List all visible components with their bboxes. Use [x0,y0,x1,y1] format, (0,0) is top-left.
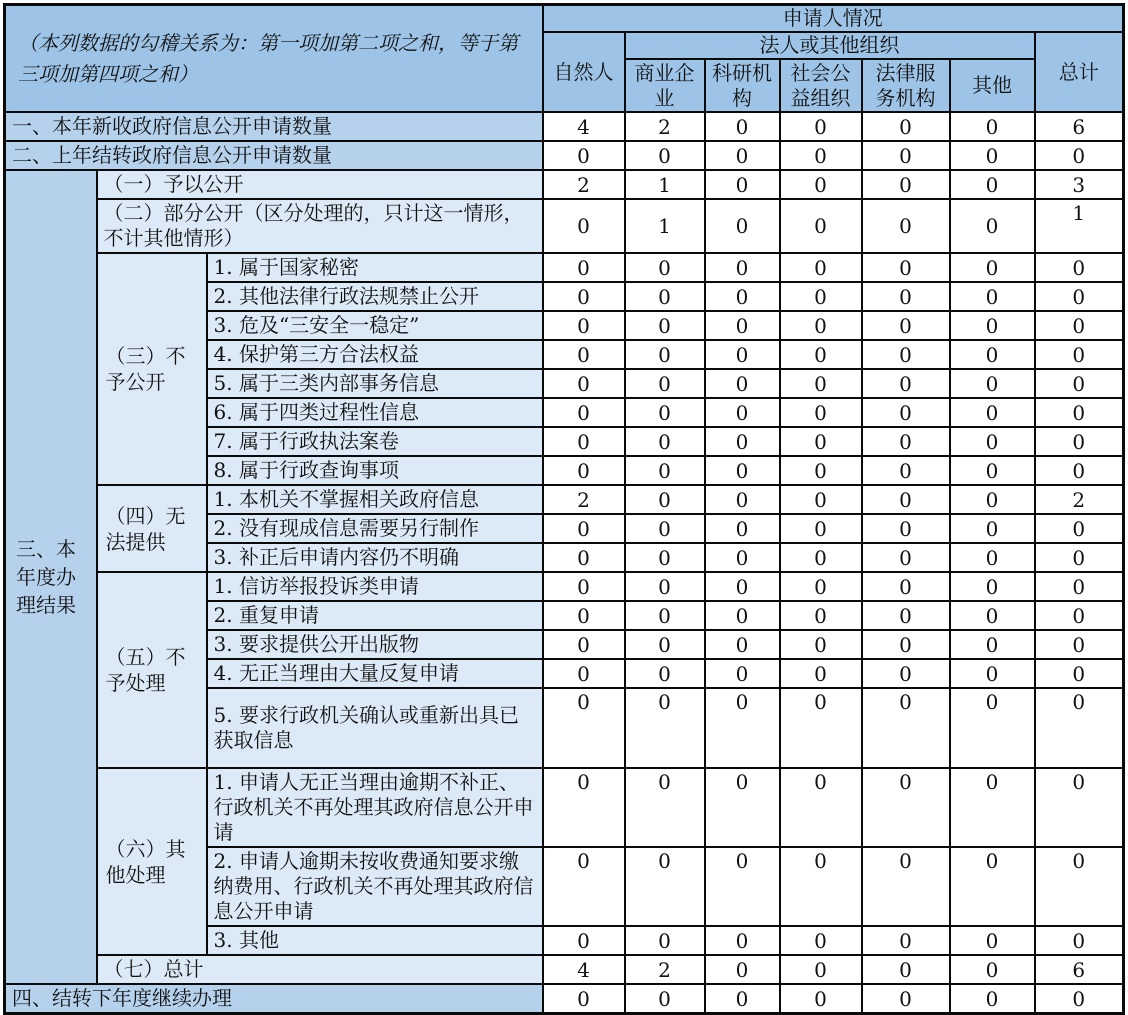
value-cell: 0 [705,369,780,398]
header-col-legal-service: 法律服务机构 [862,59,950,112]
value-cell: 0 [780,141,862,170]
value-cell: 0 [862,170,950,199]
item-label: 2. 申请人逾期未按收费通知要求缴纳费用、行政机关不再处理其政府信息公开申请 [207,847,543,926]
value-cell: 0 [625,398,705,427]
value-cell: 0 [625,847,705,926]
value-cell: 0 [625,141,705,170]
value-cell: 0 [625,543,705,572]
value-cell: 0 [543,601,625,630]
value-cell: 0 [950,630,1035,659]
value-cell: 0 [705,311,780,340]
item-label: 4. 保护第三方合法权益 [207,340,543,369]
value-cell: 0 [780,253,862,282]
value-cell: 0 [780,282,862,311]
value-cell: 0 [625,630,705,659]
value-cell: 0 [705,659,780,688]
header-col-research: 科研机构 [705,59,780,112]
value-cell: 0 [780,398,862,427]
item-label: 8. 属于行政查询事项 [207,456,543,485]
value-cell: 0 [625,485,705,514]
value-cell: 0 [862,543,950,572]
value-cell: 0 [543,427,625,456]
value-cell: 1 [1035,199,1124,253]
value-cell: 0 [780,630,862,659]
value-cell: 0 [543,311,625,340]
value-cell: 0 [543,926,625,955]
category-label: （六）其他处理 [97,768,207,955]
value-cell: 0 [862,572,950,601]
value-cell: 0 [780,485,862,514]
value-cell: 0 [862,768,950,847]
value-cell: 0 [862,514,950,543]
table-row [5,955,1124,984]
value-cell: 0 [705,926,780,955]
value-cell: 0 [950,984,1035,1014]
value-cell: 0 [780,369,862,398]
value-cell: 0 [780,543,862,572]
value-cell: 0 [1035,847,1124,926]
value-cell: 0 [1035,427,1124,456]
value-cell: 0 [625,768,705,847]
value-cell: 2 [543,485,625,514]
value-cell: 0 [705,112,780,141]
value-cell: 0 [1035,659,1124,688]
header-col-commercial: 商业企业 [625,59,705,112]
table-row [5,253,1124,282]
value-cell: 0 [543,199,625,253]
value-cell: 0 [625,659,705,688]
item-label: 3. 补正后申请内容仍不明确 [207,543,543,572]
value-cell: 0 [780,199,862,253]
value-cell: 0 [543,847,625,926]
value-cell: 2 [625,955,705,984]
table-row [5,768,1124,847]
value-cell: 0 [862,311,950,340]
value-cell: 0 [705,340,780,369]
page [0,3,1128,1015]
value-cell: 0 [543,456,625,485]
value-cell: 0 [1035,456,1124,485]
value-cell: 0 [862,369,950,398]
item-label: 1. 申请人无正当理由逾期不补正、行政机关不再处理其政府信息公开申请 [207,768,543,847]
header-legal-group: 法人或其他组织 [625,32,1035,59]
value-cell: 0 [950,601,1035,630]
value-cell: 0 [780,427,862,456]
header-col-natural-person: 自然人 [543,32,625,112]
value-cell: 0 [950,427,1035,456]
value-cell: 0 [862,630,950,659]
value-cell: 0 [625,311,705,340]
value-cell: 2 [625,112,705,141]
value-cell: 0 [1035,514,1124,543]
header-col-public-welfare: 社会公益组织 [780,59,862,112]
value-cell: 0 [780,572,862,601]
value-cell: 0 [950,659,1035,688]
value-cell: 0 [543,253,625,282]
value-cell: 0 [780,955,862,984]
value-cell: 0 [705,630,780,659]
item-label: 3. 其他 [207,926,543,955]
value-cell: 0 [1035,984,1124,1014]
value-cell: 0 [780,926,862,955]
value-cell: 0 [625,572,705,601]
value-cell: 0 [705,141,780,170]
value-cell: 0 [543,659,625,688]
value-cell: 0 [705,398,780,427]
category-label: （三）不予公开 [97,253,207,485]
value-cell: 0 [705,514,780,543]
item-label: 5. 要求行政机关确认或重新出具已获取信息 [207,688,543,768]
value-cell: 4 [543,112,625,141]
value-cell: 0 [625,282,705,311]
value-cell: 0 [705,984,780,1014]
value-cell: 0 [543,543,625,572]
value-cell: 0 [1035,311,1124,340]
header-col-other: 其他 [950,59,1035,112]
value-cell: 0 [543,630,625,659]
value-cell: 0 [543,984,625,1014]
value-cell: 0 [1035,572,1124,601]
value-cell: 0 [705,282,780,311]
value-cell: 0 [1035,398,1124,427]
value-cell: 0 [543,398,625,427]
value-cell: 0 [625,984,705,1014]
value-cell: 0 [705,601,780,630]
value-cell: 0 [625,427,705,456]
value-cell: 0 [950,112,1035,141]
value-cell: 0 [862,688,950,768]
value-cell: 0 [705,253,780,282]
item-label: 2. 没有现成信息需要另行制作 [207,514,543,543]
value-cell: 0 [950,688,1035,768]
value-cell: 0 [950,141,1035,170]
value-cell: 0 [950,955,1035,984]
value-cell: 0 [705,847,780,926]
table-row [5,141,1124,170]
value-cell: 0 [950,398,1035,427]
table-header [5,5,1124,113]
value-cell: 0 [950,199,1035,253]
table-body [5,112,1124,1014]
value-cell: 0 [950,170,1035,199]
category-label: （四）无法提供 [97,485,207,572]
value-cell: 0 [862,456,950,485]
value-cell: 3 [1035,170,1124,199]
value-cell: 0 [780,340,862,369]
value-cell: 0 [780,514,862,543]
value-cell: 0 [862,955,950,984]
value-cell: 0 [950,311,1035,340]
category-label: （一）予以公开 [97,170,543,199]
value-cell: 0 [862,847,950,926]
table-row [5,199,1124,253]
value-cell: 0 [705,572,780,601]
table-row [5,170,1124,199]
value-cell: 0 [862,984,950,1014]
item-label: 1. 信访举报投诉类申请 [207,572,543,601]
value-cell: 0 [950,543,1035,572]
value-cell: 0 [780,768,862,847]
value-cell: 0 [950,572,1035,601]
value-cell: 1 [625,170,705,199]
value-cell: 0 [862,926,950,955]
value-cell: 0 [705,955,780,984]
value-cell: 0 [705,427,780,456]
value-cell: 0 [543,282,625,311]
value-cell: 0 [1035,926,1124,955]
section-label: 四、结转下年度继续办理 [5,984,543,1014]
value-cell: 0 [1035,630,1124,659]
value-cell: 0 [543,514,625,543]
value-cell: 0 [625,253,705,282]
value-cell: 0 [1035,768,1124,847]
value-cell: 0 [1035,340,1124,369]
value-cell: 0 [950,485,1035,514]
value-cell: 0 [862,199,950,253]
item-label: 2. 重复申请 [207,601,543,630]
table-row [5,112,1124,141]
value-cell: 0 [950,369,1035,398]
item-label: 7. 属于行政执法案卷 [207,427,543,456]
value-cell: 0 [543,340,625,369]
item-label: 1. 本机关不掌握相关政府信息 [207,485,543,514]
value-cell: 0 [950,253,1035,282]
value-cell: 0 [625,926,705,955]
value-cell: 0 [780,847,862,926]
value-cell: 0 [625,514,705,543]
value-cell: 0 [862,340,950,369]
value-cell: 0 [862,112,950,141]
value-cell: 6 [1035,955,1124,984]
section-label: 二、上年结转政府信息公开申请数量 [5,141,543,170]
section-label: 一、本年新收政府信息公开申请数量 [5,112,543,141]
value-cell: 0 [705,199,780,253]
value-cell: 0 [625,688,705,768]
item-label: 4. 无正当理由大量反复申请 [207,659,543,688]
value-cell: 0 [543,572,625,601]
value-cell: 0 [705,688,780,768]
value-cell: 0 [862,398,950,427]
value-cell: 0 [862,485,950,514]
value-cell: 0 [625,601,705,630]
value-cell: 0 [950,282,1035,311]
item-label: 3. 危及“三安全一稳定” [207,311,543,340]
value-cell: 0 [950,926,1035,955]
value-cell: 0 [950,768,1035,847]
value-cell: 0 [543,141,625,170]
value-cell: 0 [950,456,1035,485]
value-cell: 0 [862,659,950,688]
value-cell: 0 [1035,141,1124,170]
value-cell: 0 [950,847,1035,926]
value-cell: 0 [950,340,1035,369]
value-cell: 6 [1035,112,1124,141]
value-cell: 1 [625,199,705,253]
value-cell: 0 [780,688,862,768]
value-cell: 0 [780,112,862,141]
value-cell: 0 [780,311,862,340]
value-cell: 0 [862,282,950,311]
value-cell: 0 [1035,601,1124,630]
value-cell: 0 [780,601,862,630]
value-cell: 0 [862,141,950,170]
value-cell: 0 [1035,369,1124,398]
value-cell: 0 [625,456,705,485]
value-cell: 0 [1035,253,1124,282]
value-cell: 0 [543,768,625,847]
value-cell: 0 [625,340,705,369]
value-cell: 0 [950,514,1035,543]
category-label: （七）总计 [97,955,543,984]
value-cell: 0 [862,601,950,630]
value-cell: 0 [705,768,780,847]
item-label: 2. 其他法律行政法规禁止公开 [207,282,543,311]
value-cell: 0 [780,456,862,485]
value-cell: 0 [1035,688,1124,768]
item-label: 5. 属于三类内部事务信息 [207,369,543,398]
table-row [5,572,1124,601]
value-cell: 0 [705,456,780,485]
value-cell: 0 [543,688,625,768]
value-cell: 0 [1035,282,1124,311]
value-cell: 0 [780,984,862,1014]
category-label: （五）不予处理 [97,572,207,768]
value-cell: 0 [862,253,950,282]
value-cell: 4 [543,955,625,984]
item-label: 6. 属于四类过程性信息 [207,398,543,427]
value-cell: 0 [1035,543,1124,572]
note-cell: （本列数据的勾稽关系为：第一项加第二项之和，等于第三项加第四项之和） [5,5,543,113]
group-label: 三、本年度办理结果 [5,170,97,984]
item-label: 1. 属于国家秘密 [207,253,543,282]
table-row [5,984,1124,1014]
value-cell: 0 [543,369,625,398]
header-applicant-group: 申请人情况 [543,5,1124,33]
value-cell: 2 [1035,485,1124,514]
value-cell: 0 [705,543,780,572]
value-cell: 0 [780,659,862,688]
header-row-1 [5,5,1124,33]
value-cell: 0 [780,170,862,199]
value-cell: 0 [705,170,780,199]
table-row [5,485,1124,514]
value-cell: 0 [862,427,950,456]
value-cell: 0 [625,369,705,398]
value-cell: 2 [543,170,625,199]
item-label: 3. 要求提供公开出版物 [207,630,543,659]
header-col-total: 总计 [1035,32,1124,112]
category-label: （二）部分公开（区分处理的，只计这一情形，不计其他情形） [97,199,543,253]
disclosure-table [3,3,1125,1015]
value-cell: 0 [705,485,780,514]
